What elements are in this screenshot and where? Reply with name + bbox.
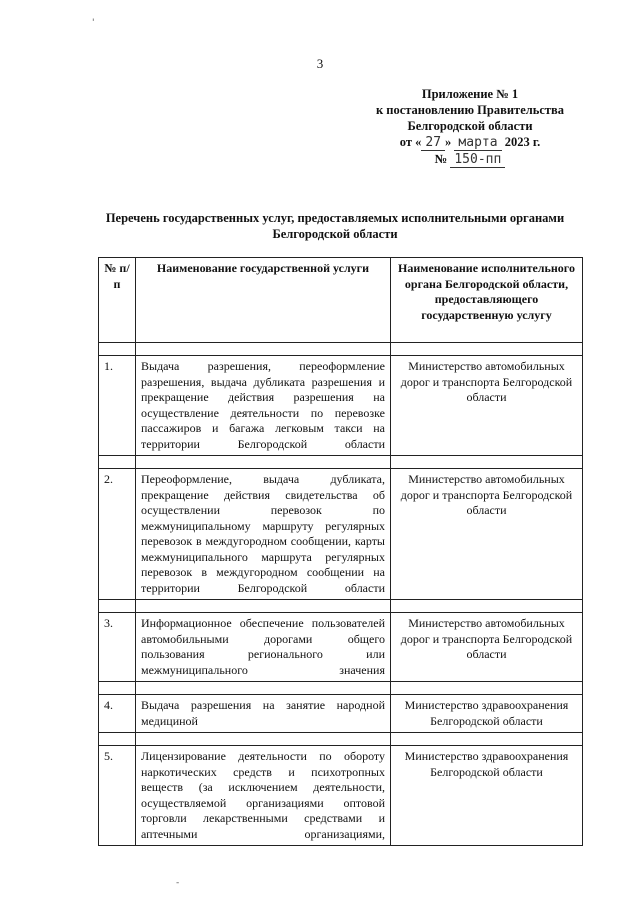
spacer-row xyxy=(99,600,583,613)
services-table xyxy=(98,257,583,846)
row-num: 1. xyxy=(99,356,136,456)
row-num: 4. xyxy=(99,695,136,733)
spacer-row xyxy=(99,682,583,695)
appendix-date xyxy=(350,134,590,151)
number-prefix: № xyxy=(434,152,448,166)
spacer-row xyxy=(99,343,583,356)
title-line2: Белгородской области xyxy=(272,227,398,241)
spacer-row xyxy=(99,456,583,469)
appendix-line1: к постановлению Правительства xyxy=(375,103,565,117)
row-agency: Министерство автомобильных дорог и транспорта Белгородской области xyxy=(391,613,583,682)
appendix-title: Приложение № 1 xyxy=(421,87,519,101)
date-prefix: от « xyxy=(399,135,422,149)
date-year: 2023 г. xyxy=(504,135,541,149)
appendix-number xyxy=(350,151,590,168)
scan-mark: ' xyxy=(92,18,95,28)
table-row xyxy=(99,695,583,733)
row-agency: Министерство автомобильных дорог и транспорта Белгородской области xyxy=(391,469,583,600)
title-line1: Перечень государственных услуг, предоставляемых исполнительными органами xyxy=(105,211,565,225)
row-service: Выдача разрешения на занятие народной медициной xyxy=(136,695,391,733)
row-agency: Министерство здравоохранения Белгородской области xyxy=(391,695,583,733)
row-service: Выдача разрешения, переоформление разрешения, выдача дубликата разрешения и прекращение действия разрешения на осуществление деятельности по перевозке пассажиров и багажа легковым такси на территории Белгородской области xyxy=(136,356,391,456)
header-num: № п/п xyxy=(99,258,136,343)
table-row xyxy=(99,469,583,600)
header-agency: Наименование исполнительного органа Белгородской области, предоставляющего государственную услугу xyxy=(391,258,583,343)
row-service: Лицензирование деятельности по обороту наркотических средств и психотропных веществ (за исключением деятельности, осуществляемой организациями оптовой торговли лекарственными средствами и аптечными организациями, xyxy=(136,746,391,846)
appendix-block xyxy=(350,86,590,168)
number-value: 150-пп xyxy=(450,152,505,168)
table-header-row xyxy=(99,258,583,343)
row-agency: Министерство здравоохранения Белгородской области xyxy=(391,746,583,846)
row-agency: Министерство автомобильных дорог и транспорта Белгородской области xyxy=(391,356,583,456)
row-num: 3. xyxy=(99,613,136,682)
document-title xyxy=(90,210,580,242)
header-service: Наименование государственной услуги xyxy=(136,258,391,343)
page-number: 3 xyxy=(316,56,324,71)
scan-mark: - xyxy=(176,878,180,888)
spacer-row xyxy=(99,733,583,746)
table-row xyxy=(99,746,583,846)
date-mid: » xyxy=(445,135,452,149)
table-row xyxy=(99,356,583,456)
row-service: Переоформление, выдача дубликата, прекращение действия свидетельства об осуществлении перевозок по межмуниципальному маршруту регулярных перевозок в междугородном сообщении, карты межмуниципального маршрута регулярных перевозок в междугородном сообщении на территории Белгородской области xyxy=(136,469,391,600)
date-day: 27 xyxy=(421,135,445,151)
date-month: марта xyxy=(454,135,501,151)
table-row xyxy=(99,613,583,682)
appendix-line2: Белгородской области xyxy=(407,119,533,133)
row-service: Информационное обеспечение пользователей автомобильными дорогами общего пользования регионального или межмуниципального значения xyxy=(136,613,391,682)
row-num: 5. xyxy=(99,746,136,846)
row-num: 2. xyxy=(99,469,136,600)
